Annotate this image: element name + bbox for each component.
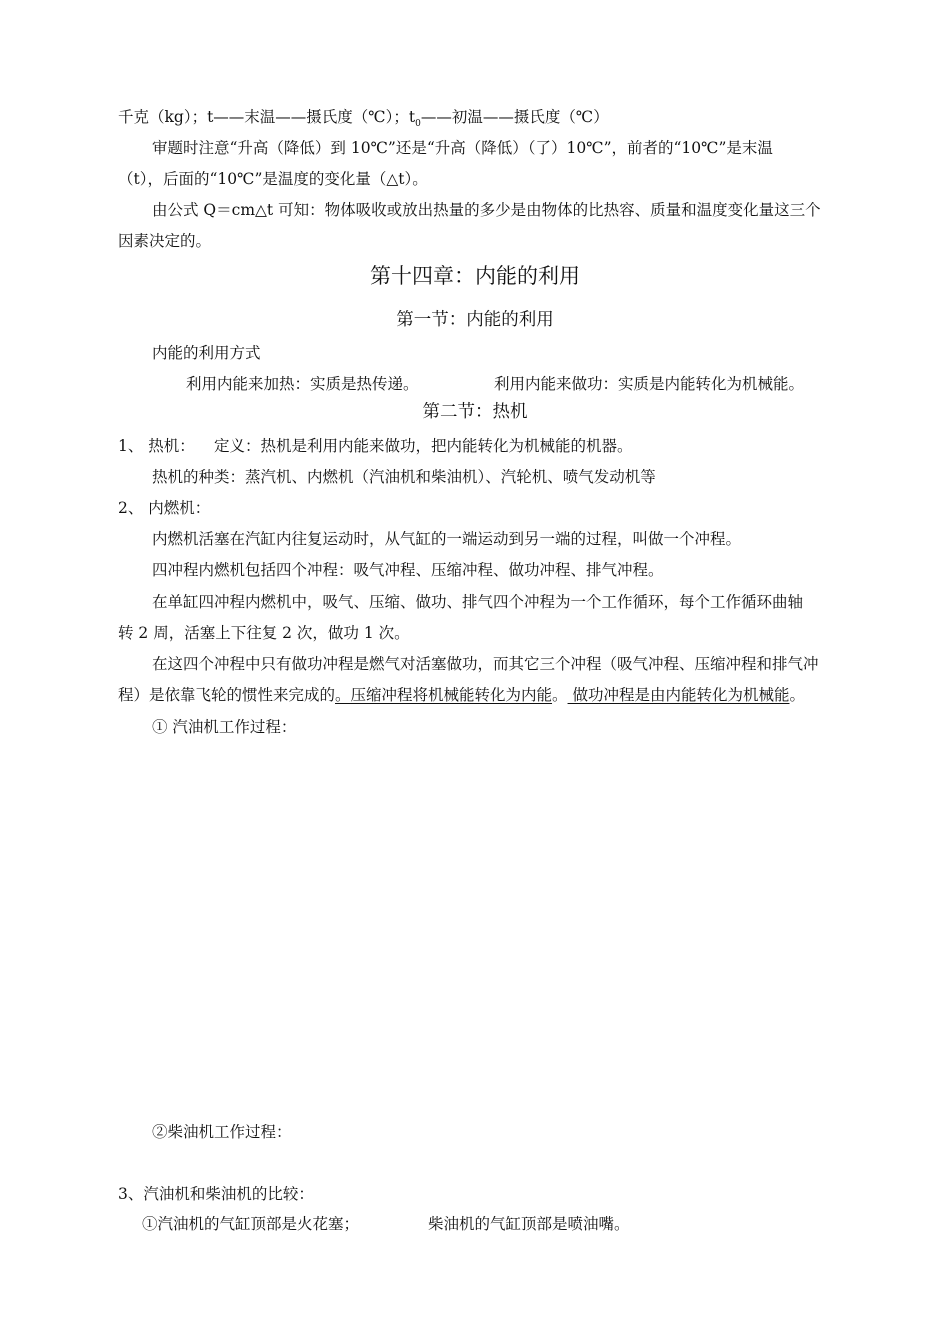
formula-explain-line-2: 因素决定的。 — [118, 232, 212, 250]
formula-variables-text-a: 千克（kg）；t——末温——摄氏度（℃）；t — [118, 108, 416, 126]
formula-variables-line — [118, 107, 609, 134]
comparison-title: 3、汽油机和柴油机的比较： — [118, 1185, 314, 1203]
gasoline-cylinder-top: ①汽油机的气缸顶部是火花塞； — [142, 1215, 360, 1233]
heat-engine-label: 1、 热机： — [118, 437, 195, 455]
four-strokes-text: 四冲程内燃机包括四个冲程：吸气冲程、压缩冲程、做功冲程、排气冲程。 — [152, 561, 664, 579]
diesel-cylinder-top: 柴油机的气缸顶部是喷油嘴。 — [428, 1215, 630, 1233]
section-1-title: 第一节：内能的利用 — [396, 310, 554, 330]
note-line-1: 审题时注意“升高（降低）到 10℃”还是“升高（降低）（了）10℃”，前者的“10℃”是末温 — [152, 139, 773, 157]
period-2: 。 — [789, 686, 805, 704]
work-use-text: 利用内能来做功：实质是内能转化为机械能。 — [494, 375, 805, 393]
chapter-title: 第十四章：内能的利用 — [370, 264, 580, 288]
formula-variables-text-b: ——初温——摄氏度（℃） — [420, 108, 609, 126]
compression-stroke-text: 。压缩冲程将机械能转化为内能 — [335, 686, 553, 704]
cycle-line-2: 转 2 周，活塞上下往复 2 次，做功 1 次。 — [118, 624, 410, 642]
power-stroke-line-1: 在这四个冲程中只有做功冲程是燃气对活塞做功，而其它三个冲程（吸气冲程、压缩冲程和排气冲 — [152, 655, 819, 673]
section-2-title: 第二节：热机 — [422, 402, 528, 422]
power-stroke-text: 做功冲程是由内能转化为机械能 — [567, 686, 790, 704]
initial-temp-subscript: 0 — [415, 119, 421, 130]
gasoline-engine-process-label: ① 汽油机工作过程： — [152, 718, 297, 736]
diesel-engine-process-label: ②柴油机工作过程： — [152, 1123, 292, 1141]
formula-explain-line-1: 由公式 Q＝cm△t 可知：物体吸收或放出热量的多少是由物体的比热容、质量和温度变化量这三个 — [152, 201, 821, 219]
heat-engine-types: 热机的种类：蒸汽机、内燃机（汽油机和柴油机）、汽轮机、喷气发动机等 — [152, 468, 656, 486]
cycle-line-1: 在单缸四冲程内燃机中，吸气、压缩、做功、排气四个冲程为一个工作循环，每个工作循环曲轴 — [152, 593, 804, 611]
heat-use-text: 利用内能来加热：实质是热传递。 — [186, 375, 419, 393]
heat-engine-definition: 定义：热机是利用内能来做功，把内能转化为机械能的机器。 — [214, 437, 633, 455]
combustion-engine-label: 2、 内燃机： — [118, 499, 211, 517]
power-stroke-line-2 — [118, 685, 805, 705]
stroke-definition: 内燃机活塞在汽缸内往复运动时，从气缸的一端运动到另一端的过程，叫做一个冲程。 — [152, 530, 742, 548]
note-line-2: （t），后面的“10℃”是温度的变化量（△t）。 — [118, 170, 428, 188]
section-1-subtitle: 内能的利用方式 — [152, 344, 261, 362]
period-1: 。 — [552, 686, 568, 704]
inertia-text: 程）是依靠飞轮的惯性来完成的 — [118, 686, 336, 704]
